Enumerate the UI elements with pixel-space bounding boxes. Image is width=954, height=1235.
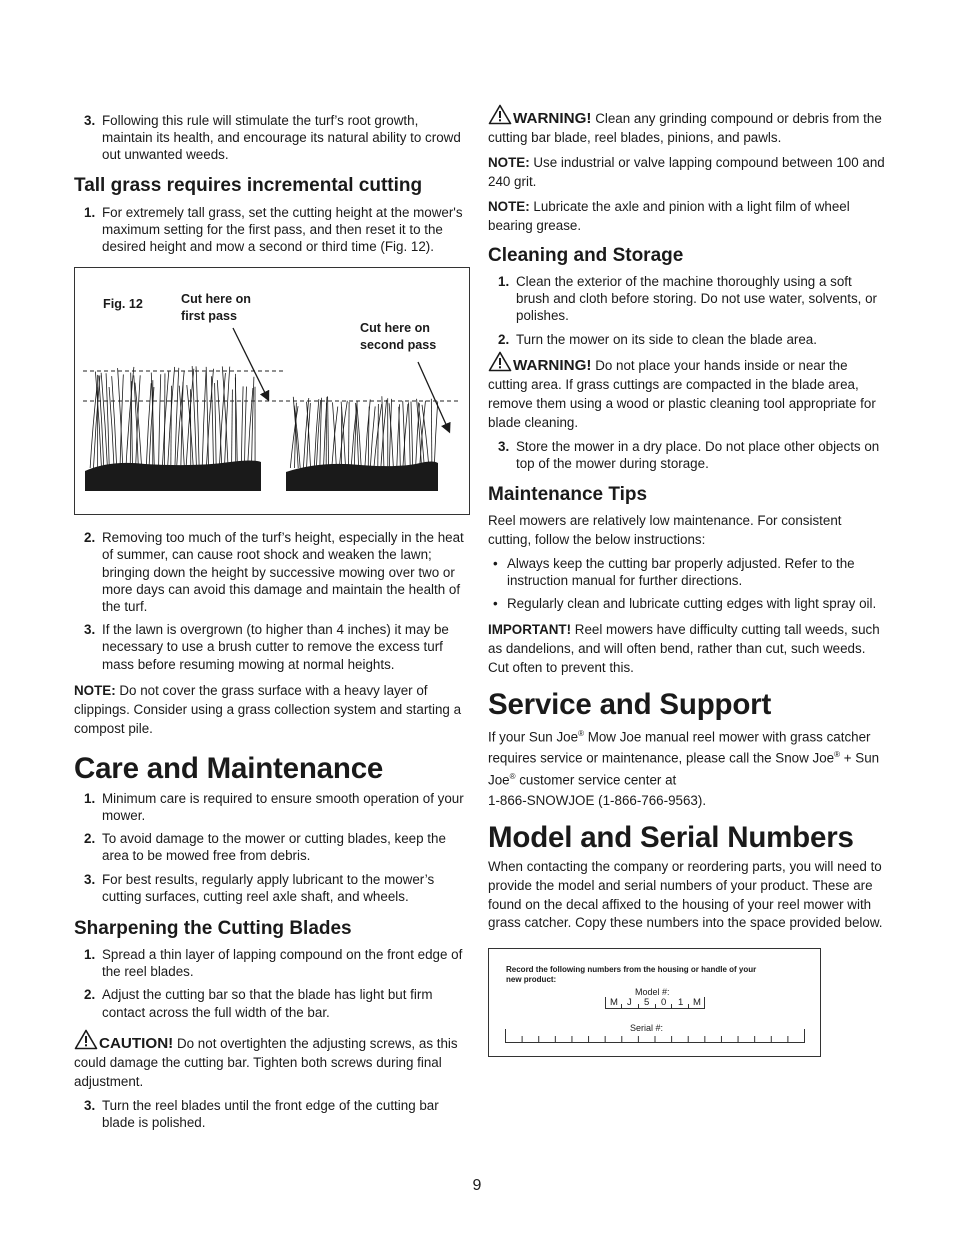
- cleaning-storage-heading: Cleaning and Storage: [488, 245, 684, 266]
- list-number: 1.: [84, 790, 96, 806]
- caution-triangle-icon: [74, 1029, 98, 1050]
- warning-text: Do not place your hands inside or near the cutting area. If grass cuttings are compacted in the blade area, remove them using a wood or plastic cleaning tool appropriate for blade cleaning.: [488, 357, 876, 430]
- grass-blade: [192, 366, 196, 468]
- grass-blade: [196, 367, 199, 469]
- grass-illustration: [75, 268, 469, 514]
- important-label: IMPORTANT!: [488, 621, 572, 637]
- grass-blade: [202, 372, 206, 468]
- serial-record-box: [488, 948, 821, 1057]
- serial-number-label: Serial #:: [630, 1022, 664, 1033]
- service-text: Mow Joe manual reel mower with grass catcher requires service or maintenance, please call the Snow Joe: [488, 729, 871, 766]
- bullet-dot: •: [493, 556, 498, 572]
- note-text: Use industrial or valve lapping compound between 100 and 240 grit.: [488, 155, 885, 189]
- list-text: For best results, regularly apply lubricant to the mower’s cutting surfaces, cutting reel axle shaft, and wheels.: [102, 871, 435, 904]
- figure-label: Fig. 12: [103, 297, 143, 312]
- note-paragraph: [74, 681, 470, 738]
- important-text: Reel mowers have difficulty cutting tall weeds, such as dandelions, and will often bend, rather than cut, such weeds. Cut often to prevent this.: [488, 621, 880, 675]
- grass-blade: [333, 403, 337, 469]
- left-column: [74, 112, 470, 1137]
- note-paragraph: [488, 197, 886, 235]
- note-label: NOTE:: [74, 682, 116, 698]
- list-number: 1.: [84, 204, 96, 220]
- grass-blade: [171, 386, 172, 468]
- grass-blade: [378, 404, 379, 468]
- tall-grass-heading: Tall grass requires incremental cutting: [74, 174, 423, 196]
- bullet-item: [488, 595, 886, 612]
- list-item: [74, 621, 470, 673]
- important-paragraph: [488, 620, 886, 677]
- model-char: J: [627, 996, 632, 1008]
- list-item: [488, 273, 886, 325]
- bullet-item: [488, 555, 886, 589]
- serial-number-field: [505, 1029, 805, 1043]
- warning-paragraph: [488, 351, 886, 432]
- list-item: [74, 871, 470, 905]
- callout-line: second pass: [360, 338, 437, 353]
- list-number: 2.: [498, 331, 510, 347]
- model-serial-paragraph: When contacting the company or reordering parts, you will need to provide the model and serial numbers of your product. These are found on the decal affixed to the housing of your reel mower with grass catcher. Copy these numbers into the space provided below.: [488, 859, 883, 931]
- record-instructions: [506, 965, 756, 985]
- model-number-field: [605, 997, 705, 1009]
- grass-blade: [356, 403, 359, 468]
- note-text: Lubricate the axle and pinion with a light film of wheel bearing grease.: [488, 199, 850, 233]
- registered-mark: ®: [578, 728, 584, 738]
- model-serial-heading: Model and Serial Numbers: [488, 821, 854, 855]
- warning-label: WARNING!: [513, 110, 592, 127]
- bullet-text: Always keep the cutting bar properly adjusted. Refer to the instruction manual for further directions.: [507, 556, 855, 589]
- list-item: [488, 438, 886, 472]
- list-text: For extremely tall grass, set the cutting height at the mower's maximum setting for the first pass, and then reset it to the desired height and mow a second or third time (Fig. 12).: [102, 204, 463, 255]
- tips-intro: Reel mowers are relatively low maintenance. For consistent cutting, follow the below instructions:: [488, 513, 842, 547]
- registered-mark: ®: [834, 750, 841, 760]
- grass-blade: [422, 405, 429, 468]
- list-number: 2.: [84, 530, 96, 546]
- list-text: Clean the exterior of the machine thoroughly using a soft brush and cloth before storing. Do not use water, solvents, or polishes.: [516, 274, 878, 324]
- list-text: Removing too much of the turf’s height, especially in the heat of summer, can cause root shock and weaken the lawn; bringing down the height by successive mowing over two or more days can avoid this damage and maintain the health of the turf.: [102, 530, 464, 615]
- service-text: + Sun Joe: [488, 750, 880, 788]
- bullet-dot: •: [493, 596, 498, 612]
- page-number: 9: [472, 1177, 482, 1194]
- figure-12: [74, 267, 470, 515]
- list-item: [74, 529, 470, 615]
- caution-label: CAUTION!: [99, 1034, 174, 1052]
- list-text: If the lawn is overgrown (to higher than 4 inches) it may be necessary to use a brush cutter to remove the excess turf mass before resuming mowing at normal heights.: [102, 622, 449, 672]
- list-item: [74, 946, 470, 980]
- model-char: M: [693, 996, 701, 1008]
- grass-blade: [126, 367, 134, 468]
- list-text: Turn the mower on its side to clean the blade area.: [516, 331, 817, 347]
- list-number: 1.: [498, 274, 510, 289]
- grass-blade: [99, 376, 104, 469]
- grass-blade: [211, 376, 213, 468]
- grass-blade: [244, 387, 246, 468]
- grass-blade: [175, 368, 179, 468]
- warning-triangle-icon: [488, 104, 512, 125]
- care-maintenance-heading: Care and Maintenance: [74, 751, 384, 785]
- list-item: [74, 986, 470, 1020]
- right-column: [488, 104, 886, 1057]
- grass-blade: [409, 403, 411, 469]
- list-item: [74, 790, 470, 824]
- list-text: Minimum care is required to ensure smooth operation of your mower.: [102, 790, 464, 824]
- list-text: Spread a thin layer of lapping compound on the front edge of the reel blades.: [102, 947, 463, 980]
- grass-blade: [349, 402, 350, 468]
- warning-label: WARNING!: [513, 356, 592, 374]
- callout-line: Cut here on: [181, 292, 251, 307]
- grass-blade: [219, 373, 225, 468]
- warning-text: Clean any grinding compound or debris from the cutting bar blade, reel blades, pinions, and pawls.: [488, 111, 882, 145]
- model-char: 0: [661, 996, 667, 1008]
- ground-right: [286, 462, 438, 492]
- callout-arrow-second: [418, 362, 449, 431]
- grass-blade: [164, 374, 165, 469]
- caution-text: Do not overtighten the adjusting screws, as this could damage the cutting bar. Tighten both screws during final adjustment.: [74, 1035, 458, 1089]
- list-number: 3.: [84, 622, 96, 638]
- callout-line: Cut here on: [360, 321, 430, 336]
- list-text: Store the mower in a dry place. Do not place other objects on top of the mower during storage.: [516, 438, 880, 472]
- grass-blade: [411, 402, 413, 468]
- model-field-ticks: [605, 997, 705, 1009]
- note-paragraph: [488, 153, 886, 191]
- callout-line: first pass: [181, 309, 237, 324]
- grass-blade: [399, 407, 401, 468]
- list-number: 3.: [84, 1097, 96, 1113]
- record-instruction-line: Record the following numbers from the housing or handle of your: [506, 964, 757, 974]
- ground-left: [85, 461, 261, 492]
- note-label: NOTE:: [488, 199, 530, 214]
- sharpening-heading: Sharpening the Cutting Blades: [74, 918, 352, 940]
- callout-arrow-first: [233, 328, 268, 399]
- record-instruction-line: new product:: [506, 974, 557, 984]
- grass-blade: [290, 406, 298, 468]
- service-text: customer service center at: [515, 772, 677, 788]
- model-char: 1: [678, 996, 684, 1008]
- grass-blade: [159, 374, 161, 468]
- maintenance-tips-heading: Maintenance Tips: [488, 484, 648, 506]
- grass-blade: [146, 383, 151, 468]
- registered-mark: ®: [509, 771, 516, 781]
- list-item: [74, 204, 470, 256]
- grass-blade: [434, 402, 437, 469]
- service-support-heading: Service and Support: [488, 687, 772, 721]
- list-number: 3.: [84, 113, 96, 128]
- note-text: Do not cover the grass surface with a heavy layer of clippings. Consider using a grass collection system and starting a compost pile.: [74, 682, 462, 736]
- list-number: 2.: [84, 987, 96, 1003]
- list-number: 3.: [498, 438, 510, 454]
- list-item: [74, 1097, 470, 1131]
- note-label: NOTE:: [488, 155, 530, 170]
- list-number: 2.: [84, 831, 96, 847]
- list-number: 3.: [84, 871, 96, 887]
- warning-paragraph: [488, 104, 886, 147]
- grass-blade: [215, 383, 217, 468]
- grass-blade: [112, 376, 117, 468]
- list-number: 1.: [84, 947, 96, 963]
- list-text: To avoid damage to the mower or cutting blades, keep the area to be mowed free from debris.: [102, 831, 446, 864]
- list-item: [74, 112, 470, 164]
- grass-blade: [162, 371, 169, 468]
- trimmed-grass-tuft: [290, 396, 437, 468]
- caution-paragraph: [74, 1029, 470, 1091]
- grass-blade: [431, 399, 432, 468]
- model-number-label: Model #:: [635, 986, 670, 997]
- warning-triangle-icon: [488, 351, 512, 372]
- list-text: Following this rule will stimulate the turf’s root growth, maintain its health, and encourage its natural ability to crowd out unwanted weeds.: [102, 113, 461, 163]
- list-item: [488, 331, 886, 348]
- list-item: [74, 830, 470, 864]
- model-char: M: [610, 996, 618, 1008]
- grass-blade: [241, 387, 243, 469]
- grass-blade: [328, 397, 329, 469]
- grass-blade: [187, 385, 193, 468]
- list-text: Adjust the cutting bar so that the blade has light but firm contact across the full width of the bar.: [102, 987, 433, 1020]
- service-text: If your Sun Joe: [488, 729, 579, 745]
- bullet-text: Regularly clean and lubricate cutting edges with light spray oil.: [507, 596, 877, 612]
- list-text: Turn the reel blades until the front edge of the cutting bar blade is polished.: [102, 1097, 439, 1131]
- tall-grass-tuft: [90, 366, 255, 468]
- model-char: 5: [644, 996, 650, 1008]
- service-phone: 1-866-SNOWJOE (1-866-766-9563).: [488, 793, 707, 809]
- service-paragraph: [488, 725, 886, 789]
